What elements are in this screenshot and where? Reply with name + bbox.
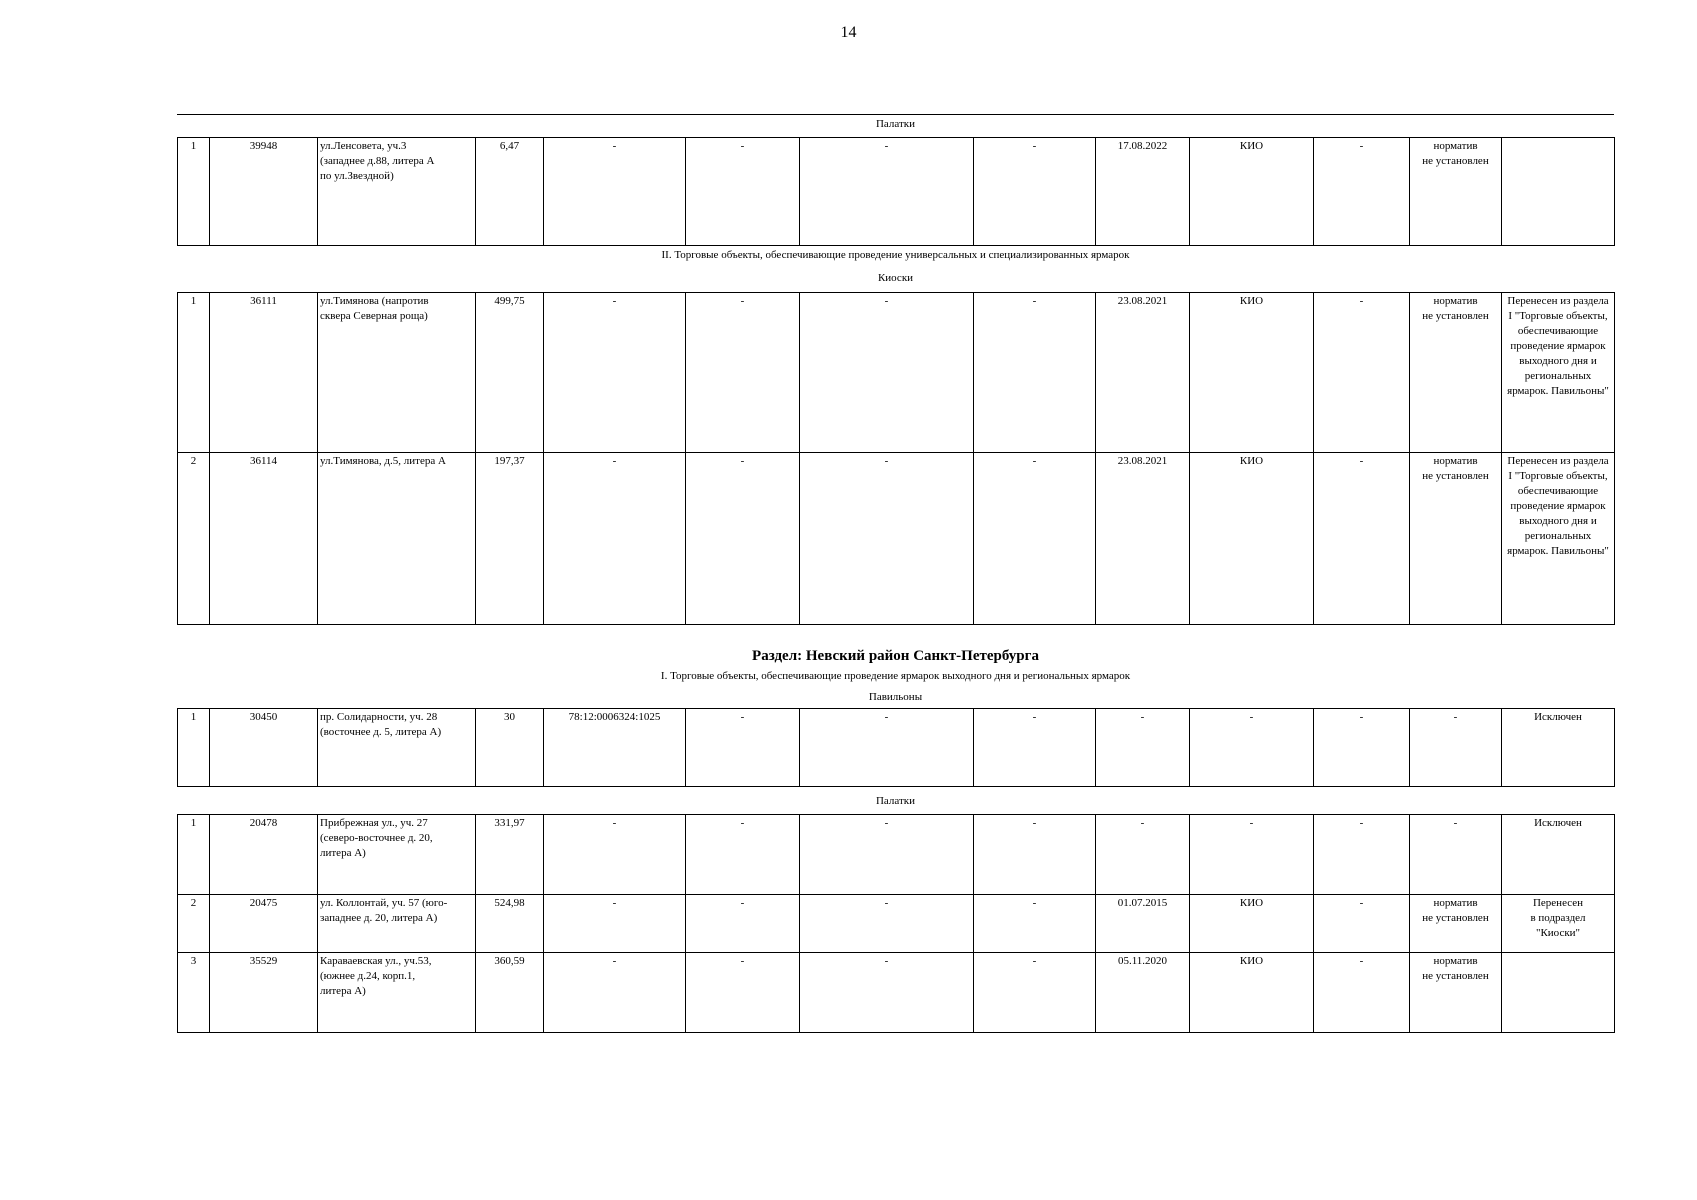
table-cell: - <box>686 138 800 246</box>
table-tents-2 <box>177 814 1615 1033</box>
table-cell: 23.08.2021 <box>1096 453 1190 625</box>
table-cell: ул.Тимянова (напротив сквера Северная роща) <box>318 293 476 453</box>
table-cell: - <box>544 815 686 895</box>
table-cell: 1 <box>178 709 210 787</box>
table-cell: КИО <box>1190 895 1314 953</box>
table-row <box>178 453 1615 625</box>
table-tents-1 <box>177 137 1615 246</box>
table-cell: 30 <box>476 709 544 787</box>
table-cell: - <box>1190 709 1314 787</box>
table-cell: - <box>1314 293 1410 453</box>
table-cell: Перенесен из раздела I "Торговые объекты, обеспечивающие проведение ярмарок выходного дня и региональных ярмарок. Павильоны" <box>1502 453 1615 625</box>
table-row <box>178 709 1615 787</box>
table-cell: 524,98 <box>476 895 544 953</box>
table-cell: 17.08.2022 <box>1096 138 1190 246</box>
table-cell <box>1502 953 1615 1033</box>
section-title: Раздел: Невский район Санкт-Петербурга <box>752 648 1039 664</box>
table-cell: 30450 <box>210 709 318 787</box>
table-cell: - <box>1410 709 1502 787</box>
table-cell: Исключен <box>1502 815 1615 895</box>
table-cell: - <box>974 815 1096 895</box>
table-cell: 36114 <box>210 453 318 625</box>
table-cell: - <box>1314 138 1410 246</box>
table-cell: 499,75 <box>476 293 544 453</box>
table-cell: ул. Коллонтай, уч. 57 (юго- западнее д. 20, литера А) <box>318 895 476 953</box>
table-cell: 360,59 <box>476 953 544 1033</box>
table-cell: 6,47 <box>476 138 544 246</box>
table-cell: - <box>800 709 974 787</box>
table-cell: - <box>544 293 686 453</box>
table-cell <box>1502 138 1615 246</box>
table-cell: - <box>800 293 974 453</box>
table-cell: - <box>800 895 974 953</box>
subheading-pavilions: Павильоны <box>868 691 923 703</box>
table-cell: - <box>686 953 800 1033</box>
table-cell: - <box>974 895 1096 953</box>
table-cell: - <box>544 453 686 625</box>
table-cell: - <box>686 815 800 895</box>
table-cell: - <box>544 138 686 246</box>
table-cell: - <box>544 895 686 953</box>
table-row <box>178 895 1615 953</box>
table-cell: - <box>800 453 974 625</box>
table-cell: норматив не установлен <box>1410 453 1502 625</box>
table-cell: - <box>974 453 1096 625</box>
table-row <box>178 815 1615 895</box>
table-cell: - <box>1314 815 1410 895</box>
table-cell: - <box>800 815 974 895</box>
table-cell: КИО <box>1190 293 1314 453</box>
table-cell: 2 <box>178 895 210 953</box>
table-cell: 20478 <box>210 815 318 895</box>
table-cell: норматив не установлен <box>1410 293 1502 453</box>
table-cell: - <box>1314 895 1410 953</box>
table-cell: - <box>1096 815 1190 895</box>
table-cell: ул.Тимянова, д.5, литера А <box>318 453 476 625</box>
table-cell: - <box>974 293 1096 453</box>
table-cell: КИО <box>1190 138 1314 246</box>
table-kiosks <box>177 292 1615 625</box>
table-cell: - <box>800 138 974 246</box>
table-cell: КИО <box>1190 953 1314 1033</box>
table-cell: 05.11.2020 <box>1096 953 1190 1033</box>
table-cell: - <box>1190 815 1314 895</box>
table-cell: 1 <box>178 293 210 453</box>
top-rule <box>177 114 1614 115</box>
table-cell: 23.08.2021 <box>1096 293 1190 453</box>
table-cell: Перенесен в подраздел "Киоски" <box>1502 895 1615 953</box>
table-cell: - <box>974 138 1096 246</box>
table-cell: норматив не установлен <box>1410 895 1502 953</box>
table-cell: КИО <box>1190 453 1314 625</box>
table-cell: - <box>686 293 800 453</box>
table-cell: пр. Солидарности, уч. 28 (восточнее д. 5, литера А) <box>318 709 476 787</box>
table-cell: - <box>800 953 974 1033</box>
table-row <box>178 293 1615 453</box>
heading-fairs-universal: II. Торговые объекты, обеспечивающие проведение универсальных и специализированных ярмарок <box>661 249 1130 261</box>
table-cell: норматив не установлен <box>1410 138 1502 246</box>
table-cell: 1 <box>178 138 210 246</box>
page-number: 14 <box>840 24 857 41</box>
table-cell: - <box>686 895 800 953</box>
table-cell: 20475 <box>210 895 318 953</box>
subheading-kiosks: Киоски <box>877 272 914 284</box>
table-cell: 78:12:0006324:1025 <box>544 709 686 787</box>
table-cell: 35529 <box>210 953 318 1033</box>
table-pavilions <box>177 708 1615 787</box>
table-cell: - <box>686 709 800 787</box>
table-cell: 331,97 <box>476 815 544 895</box>
table-cell: - <box>974 953 1096 1033</box>
subheading-tents-1: Палатки <box>875 118 916 130</box>
table-cell: - <box>1096 709 1190 787</box>
subheading-tents-2: Палатки <box>875 795 916 807</box>
table-cell: - <box>1410 815 1502 895</box>
table-cell: норматив не установлен <box>1410 953 1502 1033</box>
table-cell: Перенесен из раздела I "Торговые объекты, обеспечивающие проведение ярмарок выходного дня и региональных ярмарок. Павильоны" <box>1502 293 1615 453</box>
table-cell: - <box>544 953 686 1033</box>
table-cell: Прибрежная ул., уч. 27 (северо-восточнее д. 20, литера А) <box>318 815 476 895</box>
table-cell: Караваевская ул., уч.53, (южнее д.24, корп.1, литера А) <box>318 953 476 1033</box>
table-cell: 3 <box>178 953 210 1033</box>
table-row <box>178 953 1615 1033</box>
table-cell: 01.07.2015 <box>1096 895 1190 953</box>
section-subtitle: I. Торговые объекты, обеспечивающие проведение ярмарок выходного дня и региональных ярмарок <box>660 670 1131 682</box>
table-cell: Исключен <box>1502 709 1615 787</box>
table-cell: - <box>1314 453 1410 625</box>
table-cell: - <box>1314 709 1410 787</box>
table-cell: 2 <box>178 453 210 625</box>
table-cell: - <box>1314 953 1410 1033</box>
table-cell: 1 <box>178 815 210 895</box>
table-cell: - <box>686 453 800 625</box>
table-cell: 39948 <box>210 138 318 246</box>
table-cell: 197,37 <box>476 453 544 625</box>
table-cell: ул.Ленсовета, уч.3 (западнее д.88, литера А по ул.Звездной) <box>318 138 476 246</box>
table-cell: 36111 <box>210 293 318 453</box>
table-row <box>178 138 1615 246</box>
table-cell: - <box>974 709 1096 787</box>
